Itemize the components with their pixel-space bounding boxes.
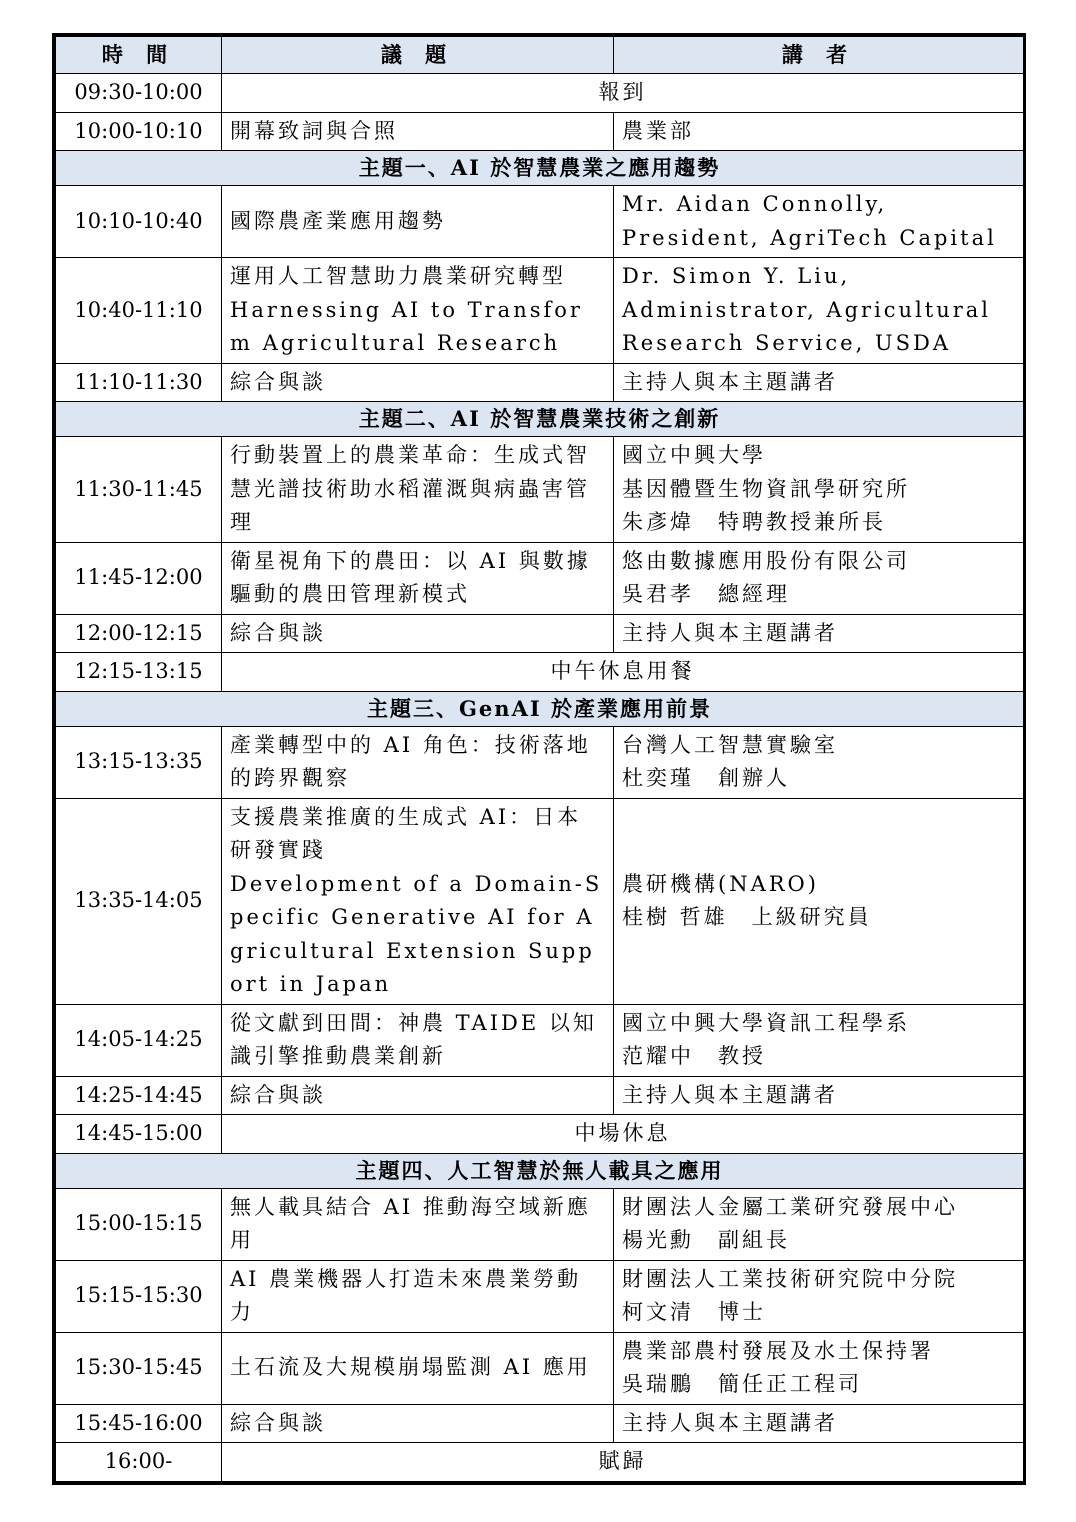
session-speaker: 農業部 bbox=[614, 112, 1024, 151]
session-topic: 無人載具結合 AI 推動海空域新應用 bbox=[222, 1188, 614, 1260]
session-row bbox=[56, 614, 1024, 653]
session-topic: 土石流及大規模崩塌監測 AI 應用 bbox=[222, 1332, 614, 1404]
session-time: 15:45-16:00 bbox=[56, 1404, 222, 1443]
session-row bbox=[56, 437, 1024, 543]
break-label: 中午休息用餐 bbox=[222, 653, 1024, 692]
session-topic: 從文獻到田間：神農 TAIDE 以知識引擎推動農業創新 bbox=[222, 1004, 614, 1076]
session-topic: 產業轉型中的 AI 角色：技術落地的跨界觀察 bbox=[222, 726, 614, 798]
session-row bbox=[56, 798, 1024, 1004]
theme-row bbox=[56, 151, 1024, 186]
session-speaker: 主持人與本主題講者 bbox=[614, 1076, 1024, 1115]
session-topic: 綜合與談 bbox=[222, 614, 614, 653]
break-row bbox=[56, 1443, 1024, 1482]
session-row bbox=[56, 112, 1024, 151]
break-row bbox=[56, 1115, 1024, 1154]
session-topic: 綜合與談 bbox=[222, 363, 614, 402]
session-time: 12:15-13:15 bbox=[56, 653, 222, 692]
session-topic: 衛星視角下的農田：以 AI 與數據驅動的農田管理新模式 bbox=[222, 542, 614, 614]
session-speaker: 國立中興大學資訊工程學系 范耀中 教授 bbox=[614, 1004, 1024, 1076]
session-time: 11:30-11:45 bbox=[56, 437, 222, 543]
session-row bbox=[56, 1332, 1024, 1404]
session-time: 12:00-12:15 bbox=[56, 614, 222, 653]
session-row bbox=[56, 726, 1024, 798]
session-speaker: 財團法人金屬工業研究發展中心 楊光勳 副組長 bbox=[614, 1188, 1024, 1260]
agenda-body bbox=[56, 37, 1024, 1482]
theme-row bbox=[56, 691, 1024, 726]
session-speaker: 國立中興大學 基因體暨生物資訊學研究所 朱彥煒 特聘教授兼所長 bbox=[614, 437, 1024, 543]
header-row bbox=[56, 37, 1024, 74]
theme-title: 主題一、AI 於智慧農業之應用趨勢 bbox=[56, 151, 1024, 186]
session-topic: 綜合與談 bbox=[222, 1404, 614, 1443]
break-row bbox=[56, 653, 1024, 692]
session-row bbox=[56, 1404, 1024, 1443]
break-label: 賦歸 bbox=[222, 1443, 1024, 1482]
session-time: 10:40-11:10 bbox=[56, 258, 222, 364]
session-topic: 運用人工智慧助力農業研究轉型 Harnessing AI to Transform Agricultural Research bbox=[222, 258, 614, 364]
session-time: 11:10-11:30 bbox=[56, 363, 222, 402]
session-time: 15:30-15:45 bbox=[56, 1332, 222, 1404]
break-label: 中場休息 bbox=[222, 1115, 1024, 1154]
session-time: 13:15-13:35 bbox=[56, 726, 222, 798]
session-time: 13:35-14:05 bbox=[56, 798, 222, 1004]
session-row bbox=[56, 1188, 1024, 1260]
session-topic: 國際農產業應用趨勢 bbox=[222, 186, 614, 258]
session-row bbox=[56, 1004, 1024, 1076]
session-topic: 開幕致詞與合照 bbox=[222, 112, 614, 151]
session-speaker: 台灣人工智慧實驗室 杜奕瑾 創辦人 bbox=[614, 726, 1024, 798]
session-topic: 支援農業推廣的生成式 AI：日本研發實踐 Development of a Domain-Specific Generative AI for Agricultural Extension Support in Japan bbox=[222, 798, 614, 1004]
session-speaker: 財團法人工業技術研究院中分院 柯文清 博士 bbox=[614, 1260, 1024, 1332]
theme-row bbox=[56, 402, 1024, 437]
break-label: 報到 bbox=[222, 74, 1024, 113]
session-speaker: 農研機構(NARO) 桂樹 哲雄 上級研究員 bbox=[614, 798, 1024, 1004]
header-speaker: 講 者 bbox=[614, 37, 1024, 74]
header-time: 時 間 bbox=[56, 37, 222, 74]
session-row bbox=[56, 258, 1024, 364]
session-row bbox=[56, 1076, 1024, 1115]
session-speaker: 農業部農村發展及水土保持署 吳瑞鵬 簡任正工程司 bbox=[614, 1332, 1024, 1404]
session-time: 11:45-12:00 bbox=[56, 542, 222, 614]
session-topic: 綜合與談 bbox=[222, 1076, 614, 1115]
break-row bbox=[56, 74, 1024, 113]
session-row bbox=[56, 186, 1024, 258]
theme-title: 主題三、GenAI 於產業應用前景 bbox=[56, 691, 1024, 726]
session-speaker: 主持人與本主題講者 bbox=[614, 363, 1024, 402]
session-time: 15:15-15:30 bbox=[56, 1260, 222, 1332]
agenda-table bbox=[55, 36, 1024, 1482]
agenda-sheet bbox=[52, 33, 1026, 1485]
session-time: 15:00-15:15 bbox=[56, 1188, 222, 1260]
session-time: 14:45-15:00 bbox=[56, 1115, 222, 1154]
session-topic: AI 農業機器人打造未來農業勞動力 bbox=[222, 1260, 614, 1332]
session-row bbox=[56, 1260, 1024, 1332]
theme-row bbox=[56, 1153, 1024, 1188]
session-speaker: Dr. Simon Y. Liu, Administrator, Agricultural Research Service, USDA bbox=[614, 258, 1024, 364]
session-speaker: 主持人與本主題講者 bbox=[614, 614, 1024, 653]
session-topic: 行動裝置上的農業革命：生成式智慧光譜技術助水稻灌溉與病蟲害管理 bbox=[222, 437, 614, 543]
session-time: 10:00-10:10 bbox=[56, 112, 222, 151]
session-time: 14:05-14:25 bbox=[56, 1004, 222, 1076]
session-speaker: 主持人與本主題講者 bbox=[614, 1404, 1024, 1443]
theme-title: 主題二、AI 於智慧農業技術之創新 bbox=[56, 402, 1024, 437]
session-row bbox=[56, 542, 1024, 614]
session-row bbox=[56, 363, 1024, 402]
session-speaker: Mr. Aidan Connolly, President, AgriTech Capital bbox=[614, 186, 1024, 258]
session-time: 16:00- bbox=[56, 1443, 222, 1482]
session-speaker: 悠由數據應用股份有限公司 吳君孝 總經理 bbox=[614, 542, 1024, 614]
session-time: 14:25-14:45 bbox=[56, 1076, 222, 1115]
session-time: 09:30-10:00 bbox=[56, 74, 222, 113]
header-topic: 議 題 bbox=[222, 37, 614, 74]
session-time: 10:10-10:40 bbox=[56, 186, 222, 258]
theme-title: 主題四、人工智慧於無人載具之應用 bbox=[56, 1153, 1024, 1188]
